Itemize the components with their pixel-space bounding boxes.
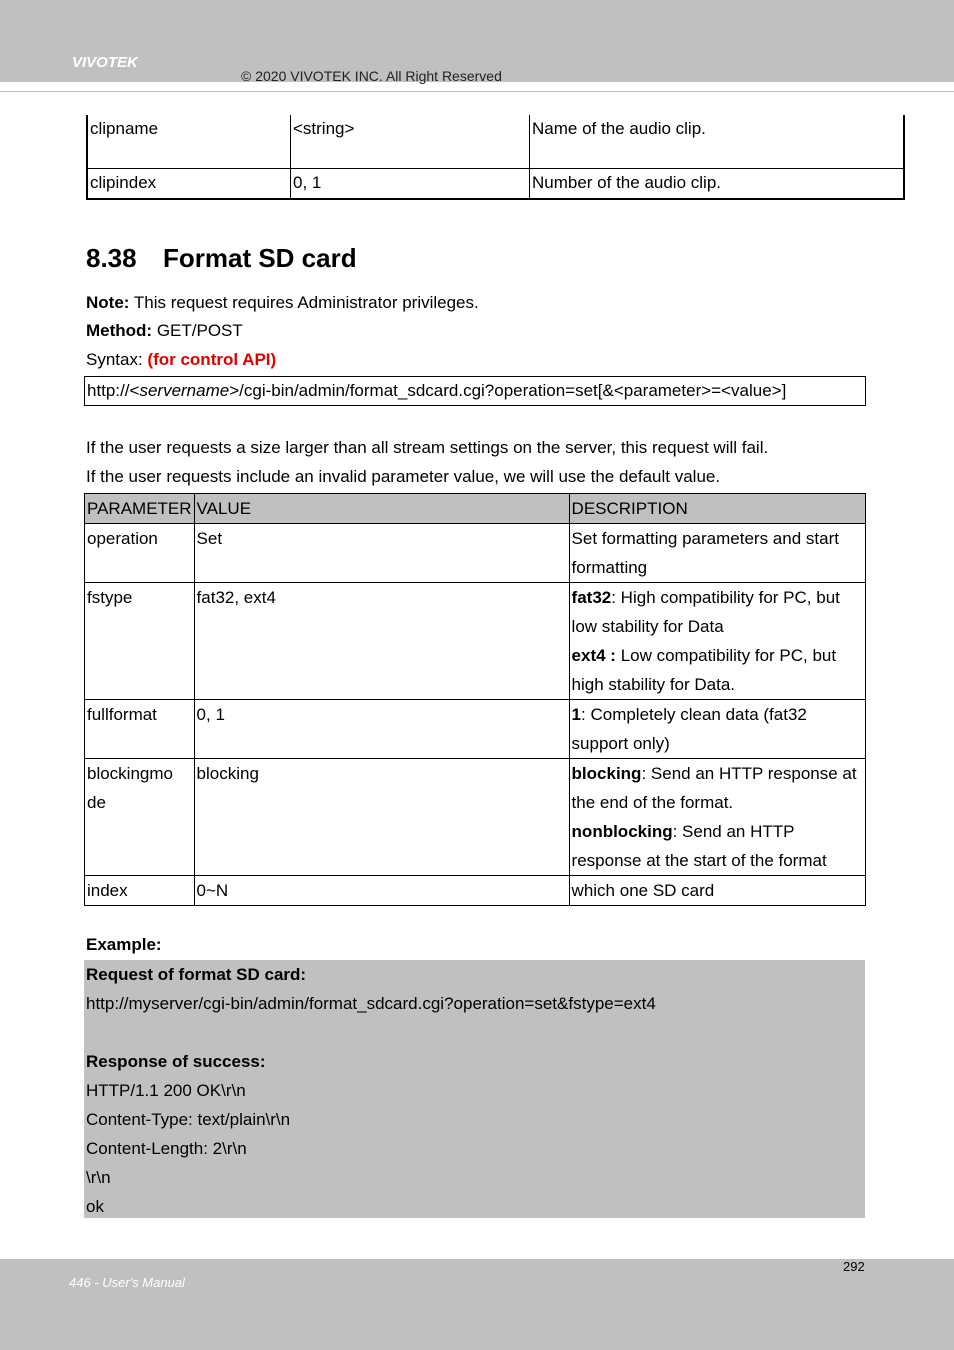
method-label: Method: [86, 321, 153, 340]
intro-line: If the user requests a size larger than all stream settings on the server, this request will fail. [86, 438, 769, 457]
header-value: VALUE [194, 494, 569, 524]
desc-cell: which one SD card [569, 876, 865, 906]
value-cell: 0~N [194, 876, 569, 906]
param-text: blockingmo [87, 764, 173, 783]
value-cell: blocking [194, 759, 569, 876]
param-cell [85, 759, 195, 876]
syntax-url-box [84, 376, 866, 406]
param-text: de [87, 793, 106, 812]
table-row [85, 700, 866, 759]
header-description: DESCRIPTION [569, 494, 865, 524]
desc-cell: Name of the audio clip. [530, 115, 905, 169]
value-cell: fat32, ext4 [194, 583, 569, 700]
desc-text: Low compatibility for PC, but high stability for Data. [571, 646, 837, 694]
desc-bold: 1 [571, 705, 582, 724]
method-line [86, 321, 243, 341]
desc-cell: Set formatting parameters and start formatting [569, 524, 865, 583]
desc-bold: nonblocking [571, 822, 673, 841]
page-number: 292 [843, 1259, 865, 1274]
section-heading [86, 243, 357, 274]
syntax-url-prefix: http://< [87, 381, 140, 400]
param-cell: index [85, 876, 195, 906]
intro-line: If the user requests include an invalid parameter value, we will use the default value. [86, 467, 721, 486]
response-line: \r\n [86, 1168, 111, 1187]
header-parameter: PARAMETER [85, 494, 195, 524]
syntax-line [86, 350, 276, 370]
param-cell: fstype [85, 583, 195, 700]
manual-label: 446 - User's Manual [69, 1275, 185, 1290]
response-line: ok [86, 1197, 104, 1216]
desc-bold: ext4 : [571, 646, 616, 665]
syntax-url-suffix: >/cgi-bin/admin/format_sdcard.cgi?operation=set[&<parameter>=<value>] [229, 381, 787, 400]
note-text: This request requires Administrator privileges. [129, 293, 479, 312]
response-line: Content-Type: text/plain\r\n [86, 1110, 291, 1129]
value-cell: <string> [291, 115, 530, 169]
table-header-row [85, 494, 866, 524]
method-text: GET/POST [152, 321, 243, 340]
table-row [85, 759, 866, 876]
desc-text: : Completely clean data (fat32 support only) [571, 705, 807, 753]
desc-cell: Number of the audio clip. [530, 169, 905, 200]
desc-bold: blocking [571, 764, 642, 783]
request-url: http://myserver/cgi-bin/admin/format_sdcard.cgi?operation=set&fstype=ext4 [86, 994, 656, 1013]
desc-cell [569, 583, 865, 700]
desc-text: : High compatibility for PC, but low stability for Data [571, 588, 840, 636]
value-cell: 0, 1 [291, 169, 530, 200]
response-label: Response of success: [86, 1052, 266, 1071]
table-row [85, 583, 866, 700]
request-label: Request of format SD card: [86, 965, 307, 984]
page-footer [0, 1259, 954, 1350]
section-number: 8.38 [86, 243, 137, 273]
example-code-box [84, 960, 865, 1218]
syntax-url-server: servername [139, 381, 230, 400]
desc-cell [569, 700, 865, 759]
desc-text: : Send an HTTP response at the end of the format. [571, 764, 857, 812]
table-row [87, 169, 904, 200]
note-label: Note: [86, 293, 130, 312]
copyright-text: © 2020 VIVOTEK INC. All Right Reserved [241, 68, 502, 84]
note-line [86, 293, 479, 313]
desc-cell [569, 759, 865, 876]
table-row [85, 524, 866, 583]
param-cell: clipname [87, 115, 291, 169]
table-row [85, 876, 866, 906]
response-line: Content-Length: 2\r\n [86, 1139, 247, 1158]
syntax-label: Syntax: [86, 350, 148, 369]
table-row [87, 115, 904, 169]
brand-logo: VIVOTEK [72, 54, 138, 71]
header-divider [0, 91, 954, 92]
desc-bold: fat32 [571, 588, 612, 607]
response-line: HTTP/1.1 200 OK\r\n [86, 1081, 246, 1100]
value-cell: Set [194, 524, 569, 583]
desc-text: : Send an HTTP response at the start of the format [571, 822, 827, 870]
param-cell: clipindex [87, 169, 291, 200]
top-parameter-table [86, 115, 905, 200]
param-cell: operation [85, 524, 195, 583]
parameter-table [84, 493, 866, 906]
example-label: Example: [86, 935, 162, 954]
blank-line [86, 1018, 865, 1047]
syntax-api-tag: (for control API) [147, 350, 277, 369]
value-cell: 0, 1 [194, 700, 569, 759]
param-cell: fullformat [85, 700, 195, 759]
section-title: Format SD card [163, 243, 357, 273]
